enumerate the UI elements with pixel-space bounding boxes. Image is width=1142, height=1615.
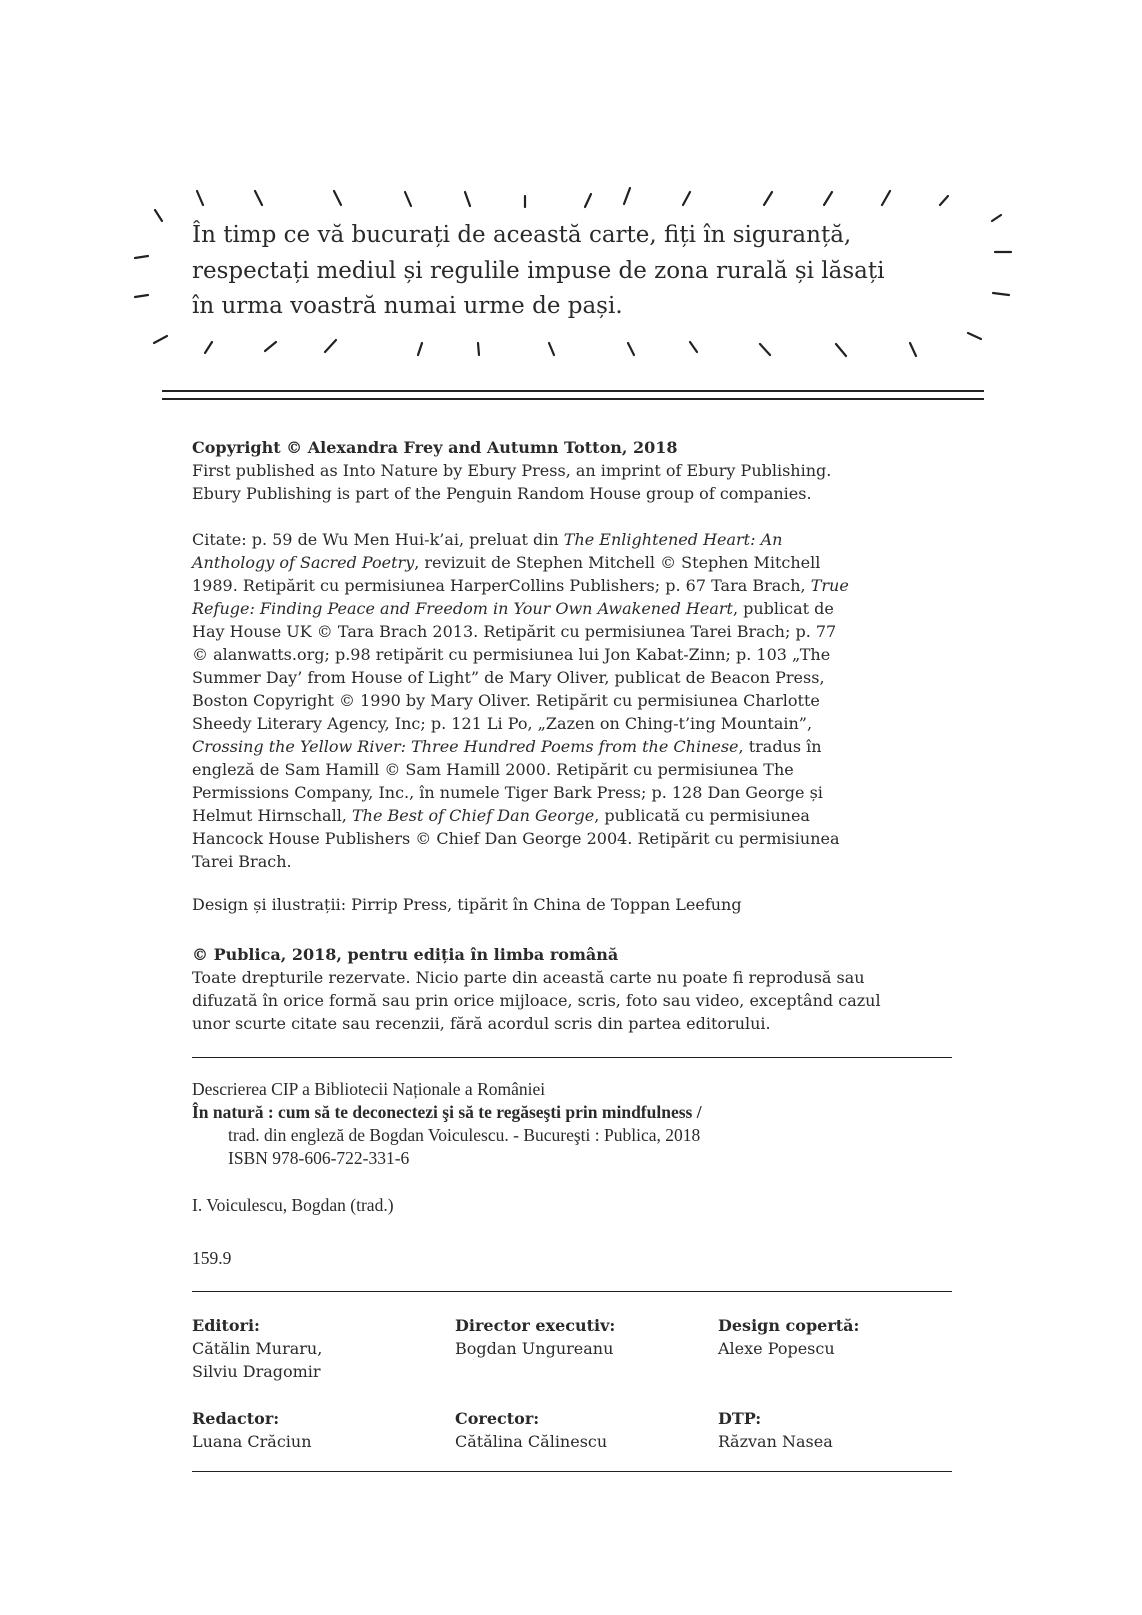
ray <box>882 191 890 205</box>
ray <box>549 343 554 355</box>
citation-text: Boston Copyright © 1990 by Mary Oliver. Retipărit cu permisiunea Charlotte <box>192 691 820 710</box>
citation-text: , publicată cu permisiunea <box>594 806 810 825</box>
citation-text: Tarei Brach. <box>192 852 292 871</box>
cip-title: În natură : cum să te deconectezi şi să te regăseşti prin mindfulness / <box>192 1102 702 1122</box>
citation-title: True <box>810 576 849 595</box>
ray <box>465 192 470 206</box>
ray <box>205 342 212 353</box>
design-credit-line: Design și ilustrații: Pirrip Press, tipărit în China de Toppan Leefung <box>192 895 742 914</box>
ray <box>418 343 422 355</box>
citation-text: , revizuit de Stephen Mitchell © Stephen Mitchell <box>414 553 821 572</box>
ray <box>154 336 167 343</box>
citation-text: Permissions Company, Inc., în numele Tiger Bark Press; p. 128 Dan George și <box>192 783 823 802</box>
citation-text: , tradus în <box>738 737 822 756</box>
citation-text: , publicat de <box>732 599 834 618</box>
citation-text: Hay House UK © Tara Brach 2013. Retipărit cu permisiunea Tarei Brach; p. 77 <box>192 622 837 641</box>
notice-line: în urma voastră numai urme de pași. <box>192 293 623 319</box>
credit-value: Alexe Popescu <box>718 1339 835 1358</box>
credit-label: Director executiv: <box>455 1316 616 1335</box>
citation-text: Sheedy Literary Agency, Inc; p. 121 Li Po, „Zazen on Ching-t’ing Mountain”, <box>192 714 813 733</box>
divider <box>192 1291 952 1292</box>
citation-text: Hancock House Publishers © Chief Dan George 2004. Retipărit cu permisiunea <box>192 829 840 848</box>
ray <box>968 333 981 339</box>
sunburst-rays-decoration <box>0 0 1142 400</box>
cip-classification: 159.9 <box>192 1248 232 1268</box>
ray <box>764 192 772 205</box>
copyright-block <box>192 436 952 505</box>
cip-author: I. Voiculescu, Bogdan (trad.) <box>192 1195 394 1215</box>
ray <box>478 343 479 355</box>
ray <box>155 210 162 221</box>
publica-rights-block <box>192 943 952 1035</box>
citation-title: Refuge: Finding Peace and Freedom in Your Own Awakened Heart <box>192 599 733 618</box>
ray <box>628 343 634 355</box>
double-divider-top <box>162 390 984 392</box>
credit-value: Cătălina Călinescu <box>455 1432 608 1451</box>
notice-line: În timp ce vă bucurați de această carte, fiți în siguranță, <box>192 222 852 248</box>
ray <box>197 191 203 205</box>
ray <box>135 256 148 258</box>
copyright-heading: Copyright © Alexandra Frey and Autumn Totton, 2018 <box>192 438 678 457</box>
citation-text: Summer Day’ from House of Light” de Mary Oliver, publicat de Beacon Press, <box>192 668 825 687</box>
citation-title: The Best of Chief Dan George <box>351 806 595 825</box>
rights-line: Toate drepturile rezervate. Nicio parte din această carte nu poate fi reprodusă sau <box>192 968 865 987</box>
ray <box>690 342 697 352</box>
ray <box>940 196 948 205</box>
credit-value: Silviu Dragomir <box>192 1362 321 1381</box>
divider <box>192 1057 952 1058</box>
ray <box>135 295 148 297</box>
copyright-line: First published as Into Nature by Ebury Press, an imprint of Ebury Publishing. <box>192 461 832 480</box>
ray <box>760 344 770 355</box>
ray <box>824 192 832 205</box>
credit-dtp <box>718 1407 833 1453</box>
citation-text: engleză de Sam Hamill © Sam Hamill 2000. Retipărit cu permisiunea The <box>192 760 794 779</box>
cip-translation: trad. din engleză de Bogdan Voiculescu. - Bucureşti : Publica, 2018 <box>228 1125 701 1145</box>
credit-label: DTP: <box>718 1409 762 1428</box>
credit-value: Răzvan Nasea <box>718 1432 833 1451</box>
citation-title: The Enlightened Heart: An <box>563 530 783 549</box>
citation-title: Crossing the Yellow River: Three Hundred Poems from the Chinese <box>192 737 739 756</box>
ray <box>325 340 336 352</box>
credit-corector <box>455 1407 607 1453</box>
citation-title: Anthology of Sacred Poetry <box>192 553 415 572</box>
ray <box>683 192 690 205</box>
credit-value: Bogdan Ungureanu <box>455 1339 614 1358</box>
rights-line: unor scurte citate sau recenzii, fără acordul scris din partea editorului. <box>192 1014 771 1033</box>
ray <box>910 343 916 356</box>
nature-safety-notice <box>192 218 1032 325</box>
credit-redactor <box>192 1407 312 1453</box>
credit-label: Design copertă: <box>718 1316 860 1335</box>
ray <box>334 191 341 205</box>
ray <box>265 342 276 351</box>
cip-description <box>192 1078 702 1170</box>
double-divider-bottom <box>162 398 984 400</box>
credit-value: Luana Crăciun <box>192 1432 312 1451</box>
cip-heading: Descrierea CIP a Bibliotecii Naționale a României <box>192 1079 546 1099</box>
credit-cover-design <box>718 1314 859 1360</box>
cip-isbn: ISBN 978-606-722-331-6 <box>228 1148 410 1168</box>
credit-label: Corector: <box>455 1409 540 1428</box>
citation-text: Helmut Hirnschall, <box>192 806 352 825</box>
credit-label: Redactor: <box>192 1409 280 1428</box>
credit-director <box>455 1314 615 1360</box>
citations-block <box>192 528 952 873</box>
notice-line: respectați mediul și regulile impuse de zona rurală și lăsați <box>192 257 885 284</box>
ray <box>624 188 630 204</box>
divider <box>192 1471 952 1472</box>
citation-text: Citate: p. 59 de Wu Men Hui-k’ai, preluat din <box>192 530 564 549</box>
citation-text: © alanwatts.org; p.98 retipărit cu permisiunea lui Jon Kabat-Zinn; p. 103 „The <box>192 645 831 664</box>
ray <box>255 191 262 205</box>
citation-text: 1989. Retipărit cu permisiunea HarperCollins Publishers; p. 67 Tara Brach, <box>192 576 811 595</box>
rights-line: difuzată în orice formă sau prin orice mijloace, scris, foto sau video, exceptând cazul <box>192 991 881 1010</box>
ray <box>405 192 411 206</box>
copyright-line: Ebury Publishing is part of the Penguin Random House group of companies. <box>192 484 812 503</box>
ray <box>585 194 591 207</box>
credit-label: Editori: <box>192 1316 260 1335</box>
ray <box>836 344 846 356</box>
credit-value: Cătălin Muraru, <box>192 1339 323 1358</box>
publica-heading: © Publica, 2018, pentru ediția în limba română <box>192 945 619 964</box>
credit-editori <box>192 1314 322 1383</box>
